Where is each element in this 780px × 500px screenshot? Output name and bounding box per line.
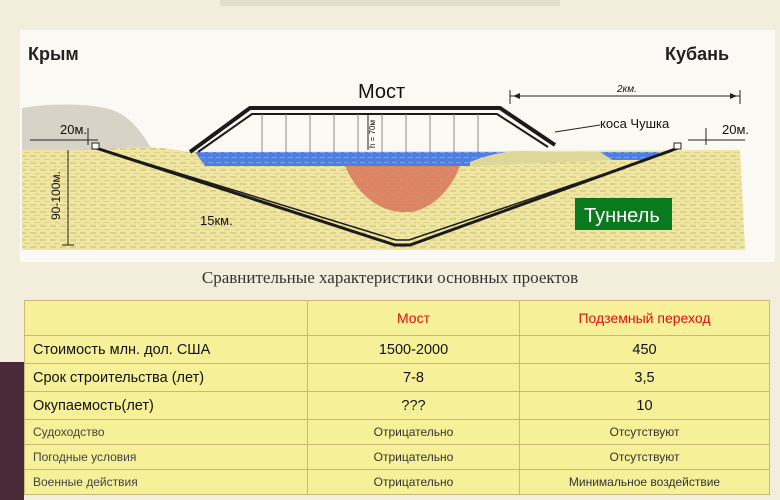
tunnel-value: 3,5 [520,364,770,392]
bridge-value: Отрицательно [308,470,520,495]
row-label: Военные действия [25,470,308,495]
right-height-label: 20м. [722,122,750,137]
tunnel-value: 10 [520,392,770,420]
tunnel-value: Отсутствуют [520,445,770,470]
side-band [0,362,24,500]
spit-distance-label: 2км. [617,84,637,95]
bridge-value: Отрицательно [308,420,520,445]
tunnel-value: Отсутствуют [520,420,770,445]
tunnel-length-label: 15км. [200,213,233,228]
row-label: Погодные условия [25,445,308,470]
table-row [25,420,770,445]
tunnel-label: Туннель [584,205,660,227]
crimea-label: Крым [28,44,79,64]
header-cell-bridge: Мост [308,301,520,336]
bridge-label: Мост [358,81,406,103]
tunnel-value: 450 [520,336,770,364]
header-cell-tunnel: Подземный переход [520,301,770,336]
table-row [25,445,770,470]
table-header-row [25,301,770,336]
left-height-label: 20м. [60,122,88,137]
kuban-label: Кубань [665,44,730,64]
depth-label: 90-100м. [49,171,63,220]
tunnel-value: Минимальное воздействие [520,470,770,495]
row-label: Стоимость млн. дол. США [25,336,308,364]
bridge-clearance-label: h = 70м [368,120,377,148]
row-label: Срок строительства (лет) [25,364,308,392]
table-row [25,392,770,420]
bridge-value: 1500-2000 [308,336,520,364]
row-label: Окупаемость(лет) [25,392,308,420]
header-cell-empty [25,301,308,336]
row-label: Судоходство [25,420,308,445]
table-caption: Сравнительные характеристики основных проектов [201,268,579,287]
table-row [25,364,770,392]
bridge-value: 7-8 [308,364,520,392]
bridge-value: Отрицательно [308,445,520,470]
bridge-value: ??? [308,392,520,420]
comparison-table [24,300,770,495]
table-row [25,336,770,364]
spit-label: коса Чушка [600,116,670,131]
table-row [25,470,770,495]
